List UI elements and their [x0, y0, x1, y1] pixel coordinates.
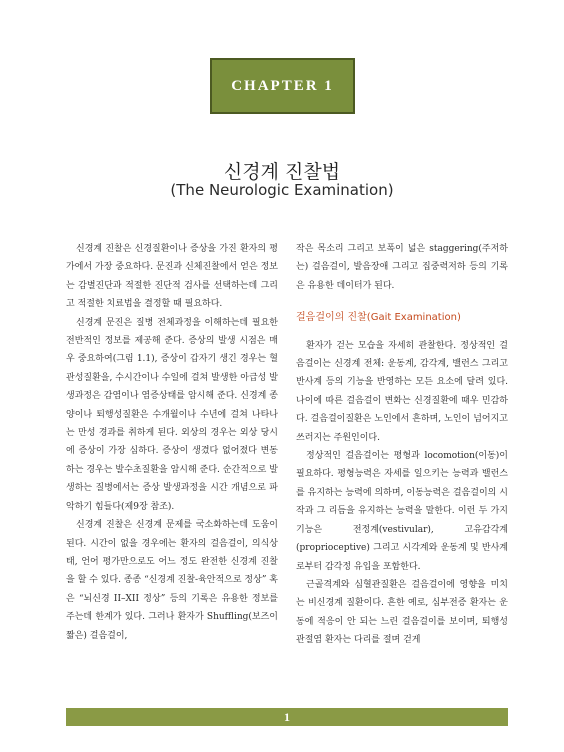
page-number: 1 [284, 709, 290, 724]
page-title: 신경계 진찰법 [223, 161, 341, 183]
footer-bar [66, 708, 508, 726]
paragraph: 작은 목소리 그리고 보폭이 넓은 staggering(주저하는) 걸음걸이, 발음장애 그리고 집중력저하 등의 기록은 유용한 데이터가 된다. [296, 244, 508, 291]
paragraph: 환자가 걷는 모습을 자세히 관찰한다. 정상적인 걸음걸이는 신경계 전체: 운동계, 감각계, 밸런스 그리고 반사계 등의 기능을 반영하는 모든 요소에 달려 있다. 나이에 따른 걸음걸이 변화는 신경질환에 때우 민감하다. 걸음걸이질환은 노인에서 흔하며, 노인이 넘어지고 쓰러지는 주원인이다. [296, 340, 508, 443]
page-subtitle: (The Neurologic Examination) [170, 181, 394, 199]
paragraph: 신경계 문진은 질병 전체과정을 이해하는데 필요한 전반적인 정보를 제공해 준다. 증상의 발생 시점은 매우 중요하여(그림 1.1), 증상이 갑자기 생긴 경우는 혈관성질환을, 수시간이나 수일에 걸쳐 발생한 아급성 발생과정은 감염이나 염증상태를 암시해 준다. 신경계 종양이나 퇴행성질환은 수개월이나 수년에 걸쳐 나타나는 만성 경과를 취하게 된다. 외상의 경우는 외상 당시에 증상이 가장 심하다. 증상이 생겼다 없어졌다 변동하는 경우는 발수초질환을 암시해 준다. 순간적으로 발생하는 질병에서는 증상 발생과정을 시간 개념으로 파악하기 힘들다(제9장 참조). [66, 317, 278, 512]
paragraph: 신경계 진찰은 신경계 문제를 국소화하는데 도움이 된다. 시간이 없을 경우에는 환자의 걸음걸이, 의식상태, 언어 평가만으로도 어느 정도 완전한 신경계 진찰을 할 수 있다. 종종 “신경계 진찰-육안적으로 정상” 혹은 “뇌신경 II–XII 정상” 등의 기록은 유용한 정보를 주는데 한계가 있다. 그러나 환자가 Shuffling(보즈이 짧은) 걸음걸이, [66, 520, 278, 641]
chapter-banner [210, 58, 355, 114]
left-column [66, 240, 278, 645]
chapter-label: CHAPTER 1 [231, 77, 334, 94]
paragraph: 정상적인 걸음걸이는 평형과 locomotion(이동)이 필요하다. 평형능력은 자세를 일으키는 능력과 밸런스를 유지하는 능력에 의하며, 이동능력은 걸음걸이의 시작과 그 리듬을 유지하는 능력을 말한다. 이런 두 가지 기능은 전정계(vestivular), 고유감각계(proprioceptive) 그리고 시각계와 운동계 및 반사계로부터 감각정 유입을 포함한다. [296, 451, 508, 572]
paragraph: 근골격계와 심혈관질환은 걸음걸이에 영향을 미치는 비신경계 질환이다. 흔한 예로, 심부전증 환자는 운동에 적응이 안 되는 느린 걸음걸이를 보이며, 퇴행성관절염 환자는 다리를 절며 걷게 [296, 579, 508, 646]
right-column [296, 240, 508, 650]
section-heading: 걸음걸이의 진찰(Gait Examination) [296, 312, 461, 324]
paragraph: 신경계 진찰은 신경질환이나 증상을 가진 환자의 평가에서 가장 중요하다. 문진과 신체진찰에서 얻은 정보는 감별진단과 적절한 진단적 검사를 선택하는데 그리고 적절한 치료법을 결정할 때 필요하다. [66, 244, 278, 310]
